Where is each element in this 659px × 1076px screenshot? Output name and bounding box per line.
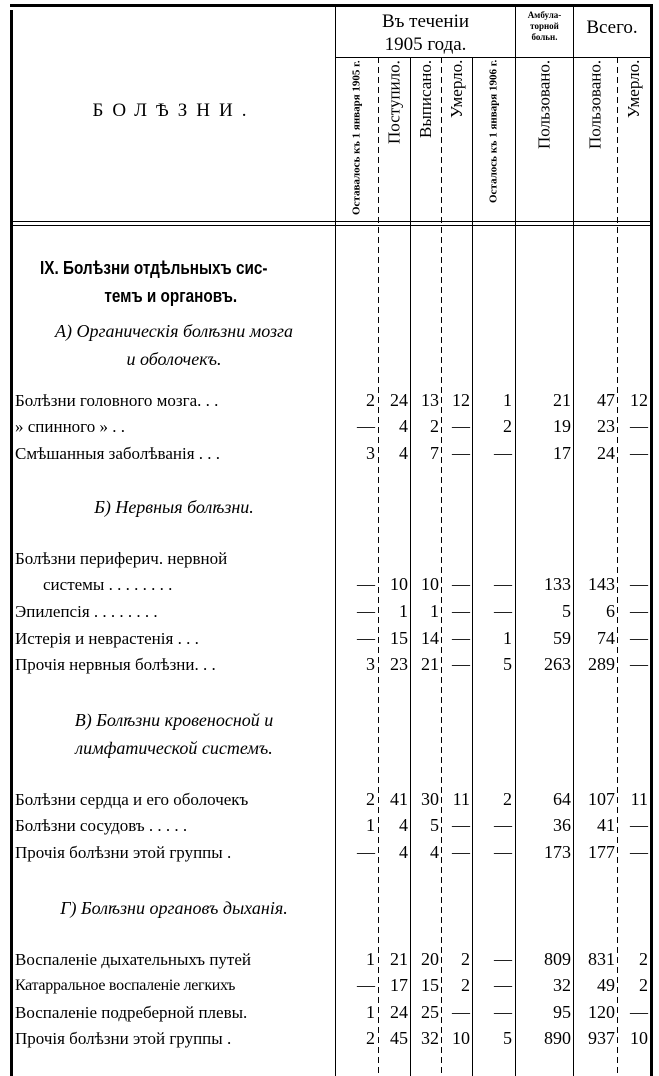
- cell-discharged: 15: [421, 975, 439, 995]
- cell-ambulatory: 64: [553, 789, 571, 809]
- cell-died: 12: [452, 390, 470, 410]
- cell-died: —: [452, 815, 470, 835]
- cell-remained-1906: —: [494, 842, 512, 862]
- cell-ambulatory: 21: [553, 390, 571, 410]
- cell-admitted: 23: [390, 654, 408, 674]
- cell-remained-1905: 1: [366, 949, 375, 969]
- cell-ambulatory: 263: [544, 654, 571, 674]
- cell-remained-1905: 3: [366, 654, 375, 674]
- cell-remained-1906: 2: [503, 789, 512, 809]
- cell-discharged: 2: [430, 416, 439, 436]
- column-divider: [410, 57, 411, 1076]
- row-label: Смѣшанныя заболѣванія . . .: [15, 444, 221, 463]
- header-divider: [13, 221, 650, 222]
- group-title-line: Б) Нервныя болѣзни.: [94, 497, 254, 517]
- cell-discharged: 20: [421, 949, 439, 969]
- cell-died: —: [452, 654, 470, 674]
- cell-died: —: [452, 842, 470, 862]
- cell-ambulatory: 36: [553, 815, 571, 835]
- cell-ambulatory: 809: [544, 949, 571, 969]
- cell-total-treated: 177: [588, 842, 615, 862]
- group-title-a: [14, 317, 334, 373]
- cell-total-treated: 143: [588, 574, 615, 594]
- group-header-during-year: [336, 10, 515, 56]
- cell-total-treated: 23: [597, 416, 615, 436]
- table-right-border: [650, 4, 653, 1076]
- group-title-c: [14, 706, 334, 762]
- row-label: Воспаленіе подреберной плевы.: [15, 1003, 248, 1022]
- group-title-line: и оболочекъ.: [126, 349, 222, 369]
- cell-total-died: 11: [630, 789, 648, 809]
- cell-ambulatory: 173: [544, 842, 571, 862]
- column-header-total-treated: Пользовано.: [585, 60, 605, 150]
- cell-remained-1905: —: [357, 975, 375, 995]
- row-label: Прочія болѣзни этой группы .: [15, 1029, 232, 1048]
- row-label-continuation: системы . . . . . . . .: [43, 575, 173, 594]
- cell-ambulatory: 95: [553, 1002, 571, 1022]
- cell-remained-1905: 2: [366, 390, 375, 410]
- cell-died: —: [452, 1002, 470, 1022]
- cell-remained-1905: —: [357, 628, 375, 648]
- cell-remained-1905: 1: [366, 815, 375, 835]
- cell-total-died: —: [630, 842, 648, 862]
- row-label: Воспаленіе дыхательныхъ путей: [15, 950, 251, 969]
- cell-total-treated: 289: [588, 654, 615, 674]
- cell-total-treated: 937: [588, 1028, 615, 1048]
- cell-total-died: 10: [630, 1028, 648, 1048]
- cell-ambulatory: 890: [544, 1028, 571, 1048]
- column-header-admitted: Поступило.: [384, 60, 404, 144]
- group-title-line: А) Органическія болѣзни мозга: [54, 321, 294, 341]
- cell-total-died: —: [630, 574, 648, 594]
- group-title-line: Г) Болѣзни органовъ дыханія.: [60, 898, 288, 918]
- section-title-line: IX. Болѣзни отдѣльныхъ сис-: [40, 258, 268, 278]
- cell-remained-1905: —: [357, 574, 375, 594]
- cell-died: —: [452, 601, 470, 621]
- cell-discharged: 25: [421, 1002, 439, 1022]
- cell-ambulatory: 19: [553, 416, 571, 436]
- row-label: Прочія болѣзни этой группы .: [15, 843, 232, 862]
- cell-total-treated: 41: [597, 815, 615, 835]
- column-divider: [335, 7, 336, 1076]
- cell-died: 2: [461, 949, 470, 969]
- row-label: » спинного » . .: [15, 417, 125, 436]
- cell-remained-1905: 3: [366, 443, 375, 463]
- cell-total-treated: 831: [588, 949, 615, 969]
- table-left-border: [10, 10, 13, 1076]
- group-title-d: [14, 894, 334, 922]
- column-header-died: Умерло.: [447, 60, 466, 119]
- cell-died: —: [452, 443, 470, 463]
- cell-died: —: [452, 574, 470, 594]
- cell-admitted: 4: [399, 443, 408, 463]
- cell-ambulatory: 133: [544, 574, 571, 594]
- row-label: Эпилепсія . . . . . . . .: [15, 602, 158, 621]
- cell-discharged: 7: [430, 443, 439, 463]
- header-subdivider: [335, 57, 650, 58]
- cell-total-died: 12: [630, 390, 648, 410]
- group-title-line: В) Болѣзни кровеносной и: [74, 710, 274, 730]
- cell-remained-1906: 2: [503, 416, 512, 436]
- cell-died: 2: [461, 975, 470, 995]
- cell-total-treated: 47: [597, 390, 615, 410]
- cell-discharged: 10: [421, 574, 439, 594]
- cell-admitted: 4: [399, 842, 408, 862]
- column-header-remained-1906: Осталось къ 1 января 1906 г.: [487, 60, 500, 204]
- row-label: Прочія нервныя болѣзни. . .: [15, 655, 216, 674]
- row-label: Болѣзни периферич. нервной: [15, 549, 228, 568]
- cell-remained-1905: 2: [366, 1028, 375, 1048]
- cell-remained-1906: 5: [503, 654, 512, 674]
- row-label: Болѣзни сосудовъ . . . . .: [15, 816, 188, 835]
- cell-discharged: 1: [430, 601, 439, 621]
- cell-remained-1905: —: [357, 601, 375, 621]
- cell-ambulatory: 5: [562, 601, 571, 621]
- row-label: Болѣзни головного мозга. . .: [15, 391, 219, 410]
- cell-discharged: 21: [421, 654, 439, 674]
- cell-admitted: 21: [390, 949, 408, 969]
- cell-total-died: —: [630, 443, 648, 463]
- cell-admitted: 17: [390, 975, 408, 995]
- cell-total-died: —: [630, 416, 648, 436]
- group-header-line: торной: [530, 21, 559, 31]
- cell-remained-1905: —: [357, 842, 375, 862]
- cell-admitted: 1: [399, 601, 408, 621]
- column-header-total-died: Умерло.: [624, 60, 643, 119]
- diseases-column-title: БОЛѢЗНИ.: [92, 100, 256, 121]
- cell-remained-1906: —: [494, 975, 512, 995]
- cell-discharged: 30: [421, 789, 439, 809]
- cell-remained-1905: 1: [366, 1002, 375, 1022]
- column-divider: [441, 57, 442, 1076]
- column-divider: [573, 7, 574, 1076]
- cell-total-died: —: [630, 815, 648, 835]
- column-divider: [378, 57, 379, 1076]
- cell-died: —: [452, 416, 470, 436]
- cell-remained-1906: 5: [503, 1028, 512, 1048]
- cell-discharged: 4: [430, 842, 439, 862]
- cell-admitted: 24: [390, 390, 408, 410]
- row-label: Истерія и неврастенія . . .: [15, 629, 199, 648]
- cell-total-treated: 6: [606, 601, 615, 621]
- cell-remained-1906: 1: [503, 628, 512, 648]
- cell-remained-1906: —: [494, 949, 512, 969]
- cell-discharged: 13: [421, 390, 439, 410]
- cell-total-died: —: [630, 654, 648, 674]
- column-divider: [515, 7, 516, 1076]
- group-header-ambulatory: [516, 10, 573, 43]
- cell-discharged: 32: [421, 1028, 439, 1048]
- header-divider: [13, 225, 650, 226]
- cell-ambulatory: 59: [553, 628, 571, 648]
- cell-total-treated: 24: [597, 443, 615, 463]
- cell-remained-1906: 1: [503, 390, 512, 410]
- cell-total-died: —: [630, 628, 648, 648]
- column-header-ambulatory-treated: Пользовано.: [534, 60, 554, 150]
- cell-remained-1906: —: [494, 601, 512, 621]
- section-title: [22, 254, 286, 310]
- column-divider: [472, 57, 473, 1076]
- row-label: Болѣзни сердца и его оболочекъ: [15, 790, 249, 809]
- cell-remained-1906: —: [494, 815, 512, 835]
- cell-admitted: 4: [399, 416, 408, 436]
- row-label: Катарральное воспаленіе легкихъ: [15, 977, 236, 994]
- cell-remained-1906: —: [494, 574, 512, 594]
- cell-remained-1906: —: [494, 1002, 512, 1022]
- cell-ambulatory: 32: [553, 975, 571, 995]
- column-header-remained-1905: Оставалось къ 1 января 1905 г.: [350, 60, 363, 215]
- group-header-line: Въ теченіи: [381, 11, 470, 32]
- cell-admitted: 10: [390, 574, 408, 594]
- column-header-discharged: Выписано.: [416, 60, 435, 139]
- cell-remained-1905: 2: [366, 789, 375, 809]
- column-divider: [617, 57, 618, 1076]
- cell-ambulatory: 17: [553, 443, 571, 463]
- group-header-line: Амбула-: [527, 10, 562, 20]
- cell-died: 11: [452, 789, 470, 809]
- cell-total-died: 2: [639, 949, 648, 969]
- cell-total-died: —: [630, 1002, 648, 1022]
- group-header-line: 1905 года.: [384, 34, 467, 55]
- group-title-line: лимфатической системъ.: [75, 738, 273, 758]
- cell-total-died: 2: [639, 975, 648, 995]
- cell-died: 10: [452, 1028, 470, 1048]
- cell-total-treated: 49: [597, 975, 615, 995]
- section-title-line: темъ и органовъ.: [104, 286, 238, 306]
- cell-total-treated: 107: [588, 789, 615, 809]
- cell-admitted: 24: [390, 1002, 408, 1022]
- cell-died: —: [452, 628, 470, 648]
- cell-remained-1906: —: [494, 443, 512, 463]
- cell-admitted: 41: [390, 789, 408, 809]
- table-top-border: [10, 4, 652, 7]
- group-header-total: Всего.: [586, 17, 638, 38]
- cell-admitted: 4: [399, 815, 408, 835]
- group-header-line: больн.: [531, 32, 558, 42]
- cell-total-died: —: [630, 601, 648, 621]
- cell-discharged: 14: [421, 628, 439, 648]
- cell-admitted: 15: [390, 628, 408, 648]
- group-title-b: [14, 493, 334, 521]
- cell-admitted: 45: [390, 1028, 408, 1048]
- cell-remained-1905: —: [357, 416, 375, 436]
- cell-discharged: 5: [430, 815, 439, 835]
- cell-total-treated: 120: [588, 1002, 615, 1022]
- cell-total-treated: 74: [597, 628, 615, 648]
